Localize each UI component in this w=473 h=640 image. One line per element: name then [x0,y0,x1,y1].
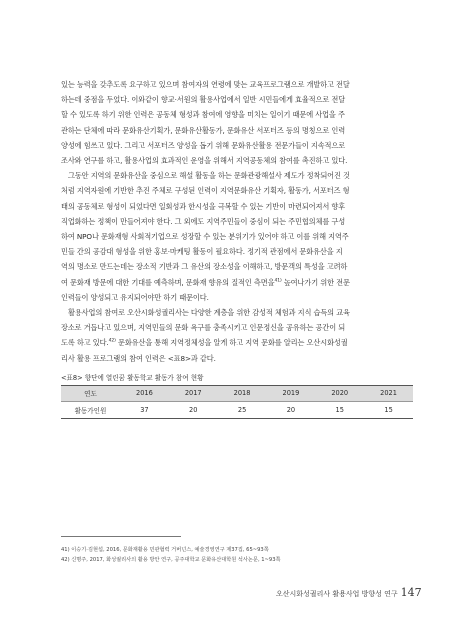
header-cell: 2016 [120,385,169,401]
table-row [61,401,413,418]
text-segment: 도록 하고 있다. [61,338,109,348]
table-cell: 활동가인원 [61,401,120,418]
text-line: 장소로 거듭나고 있으며, 지역민들의 문화 욕구를 충족시키고 인문정신을 공유하는 공간이 되 [61,323,346,333]
header-cell: 2021 [364,385,413,401]
header-cell: 2019 [266,385,315,401]
table-header-row [61,385,413,401]
text-line: 조사와 연구를 하고, 활용사업의 효과적인 운영을 위해서 지역공동체의 참여를 촉진하고 있다. [61,156,348,166]
header-cell: 2017 [169,385,218,401]
paragraph-3 [61,305,413,366]
header-cell: 2018 [218,385,267,401]
page-footer [276,586,422,599]
participation-table [61,385,413,419]
text-line: 하는데 중점을 두었다. 이와같이 향교·서원의 활용사업에서 일반 시민들에게 효율적으로 전달 [61,95,346,105]
text-segment: 여 문화재 방문에 대한 기대를 예측하며, 문화재 향유의 질적인 측면을 [61,277,275,287]
table-cell: 20 [266,401,315,418]
text-line: 리사 활용 프로그램의 참여 인력은 <표8>과 같다. [61,353,216,363]
paragraph-2 [61,168,413,305]
text-line: 역의 명소로 만드는데는 장소적 기반과 그 유산의 장소성을 이해하고, 방문객의 특성을 고려하 [61,262,348,272]
page-number: 147 [400,586,422,599]
footnote-ref-41[interactable]: 41) [274,278,282,284]
text-line: 활용사업의 참여로 오산시화성궐리사는 다양한 계층을 위한 감성적 체험과 지식 습득의 교육 [68,308,350,318]
text-segment: 문화유산을 통해 지역정체성을 알게 하고 지역 문화를 알리는 오산시화성궐 [115,338,348,348]
header-cell: 연도 [61,385,120,401]
document-body [61,77,413,419]
table-cell: 15 [364,401,413,418]
text-line: 있는 능력을 갖추도록 요구하고 있으며 참여자의 연령에 맞는 교육프로그램으로 개발하고 전달 [61,80,350,89]
table-cell: 25 [218,401,267,418]
header-cell: 2020 [315,385,364,401]
text-line: 인력들이 양성되고 유지되어야만 하기 때문이다. [61,292,209,302]
text-line: 직업화하는 정책이 만들어져야 한다. 그 외에도 지역주민들이 중심이 되는 주민협의체를 구성 [61,216,346,226]
table-cell: 37 [120,401,169,418]
text-line: 처럼 지역자원에 기반한 추진 주체로 구성된 인력이 지역문화유산 기획자, 활동가, 서포터즈 형 [61,186,350,196]
text-line [61,275,413,290]
text-line [61,335,413,350]
table-cell: 15 [315,401,364,418]
text-line: 양성에 힘쓰고 있다. 그리고 서포터즈 양성을 돕기 위해 문화유산활용 전문가들이 지속적으로 [61,140,346,150]
table-cell: 20 [169,401,218,418]
text-line: 태의 공동체로 형성이 되었다면 일회성과 한시성을 극복할 수 있는 기반이 마련되어져서 향후 [61,201,346,211]
table-caption: <표8> 향단에 열린꿈 활동학교 활동가 참여 현황 [61,373,204,382]
text-line: 관하는 단체에 따라 문화유산기획가, 문화유산활동가, 문화유산 서포터즈 등의 명칭으로 인력 [61,125,346,135]
footnotes [61,545,281,565]
footnote-42: 42) 신명주, 2017, 화성궐리사의 활용 방안 연구, 공주대학교 문화유산대학원 석사논문, 1~93쪽 [61,557,281,563]
text-segment: 높여나가기 위한 전문 [281,277,350,287]
footnote-41: 41) 이승기·김현섭, 2016, 문화재활용 민관협력 거버넌스, 예술경영연구 제37집, 65~93쪽 [61,547,269,553]
running-title: 오산시화성궐리사 활용사업 방향성 연구 [276,590,398,598]
text-line: 그동안 지역의 문화유산을 중심으로 해설 활동을 하는 문화관광해설사 제도가 정착되어진 것 [68,171,350,181]
footnote-ref-42[interactable]: 42) [108,339,116,345]
footnote-divider [61,536,181,537]
paragraph-1 [61,77,413,168]
text-line: 민들 간의 공감대 형성을 위한 홍보·마케팅 활동이 필요하다. 정기적 관점에서 문화유산을 지 [61,247,343,257]
text-line: 하여 NPO나 문화재형 사회적기업으로 성장할 수 있는 분위기가 있어야 하고 이를 위해 지역주 [61,232,349,242]
text-line: 할 수 있도록 하기 위한 인력은 공동체 형성과 참여에 영향을 미치는 일이기 때문에 사업을 주 [61,110,345,120]
